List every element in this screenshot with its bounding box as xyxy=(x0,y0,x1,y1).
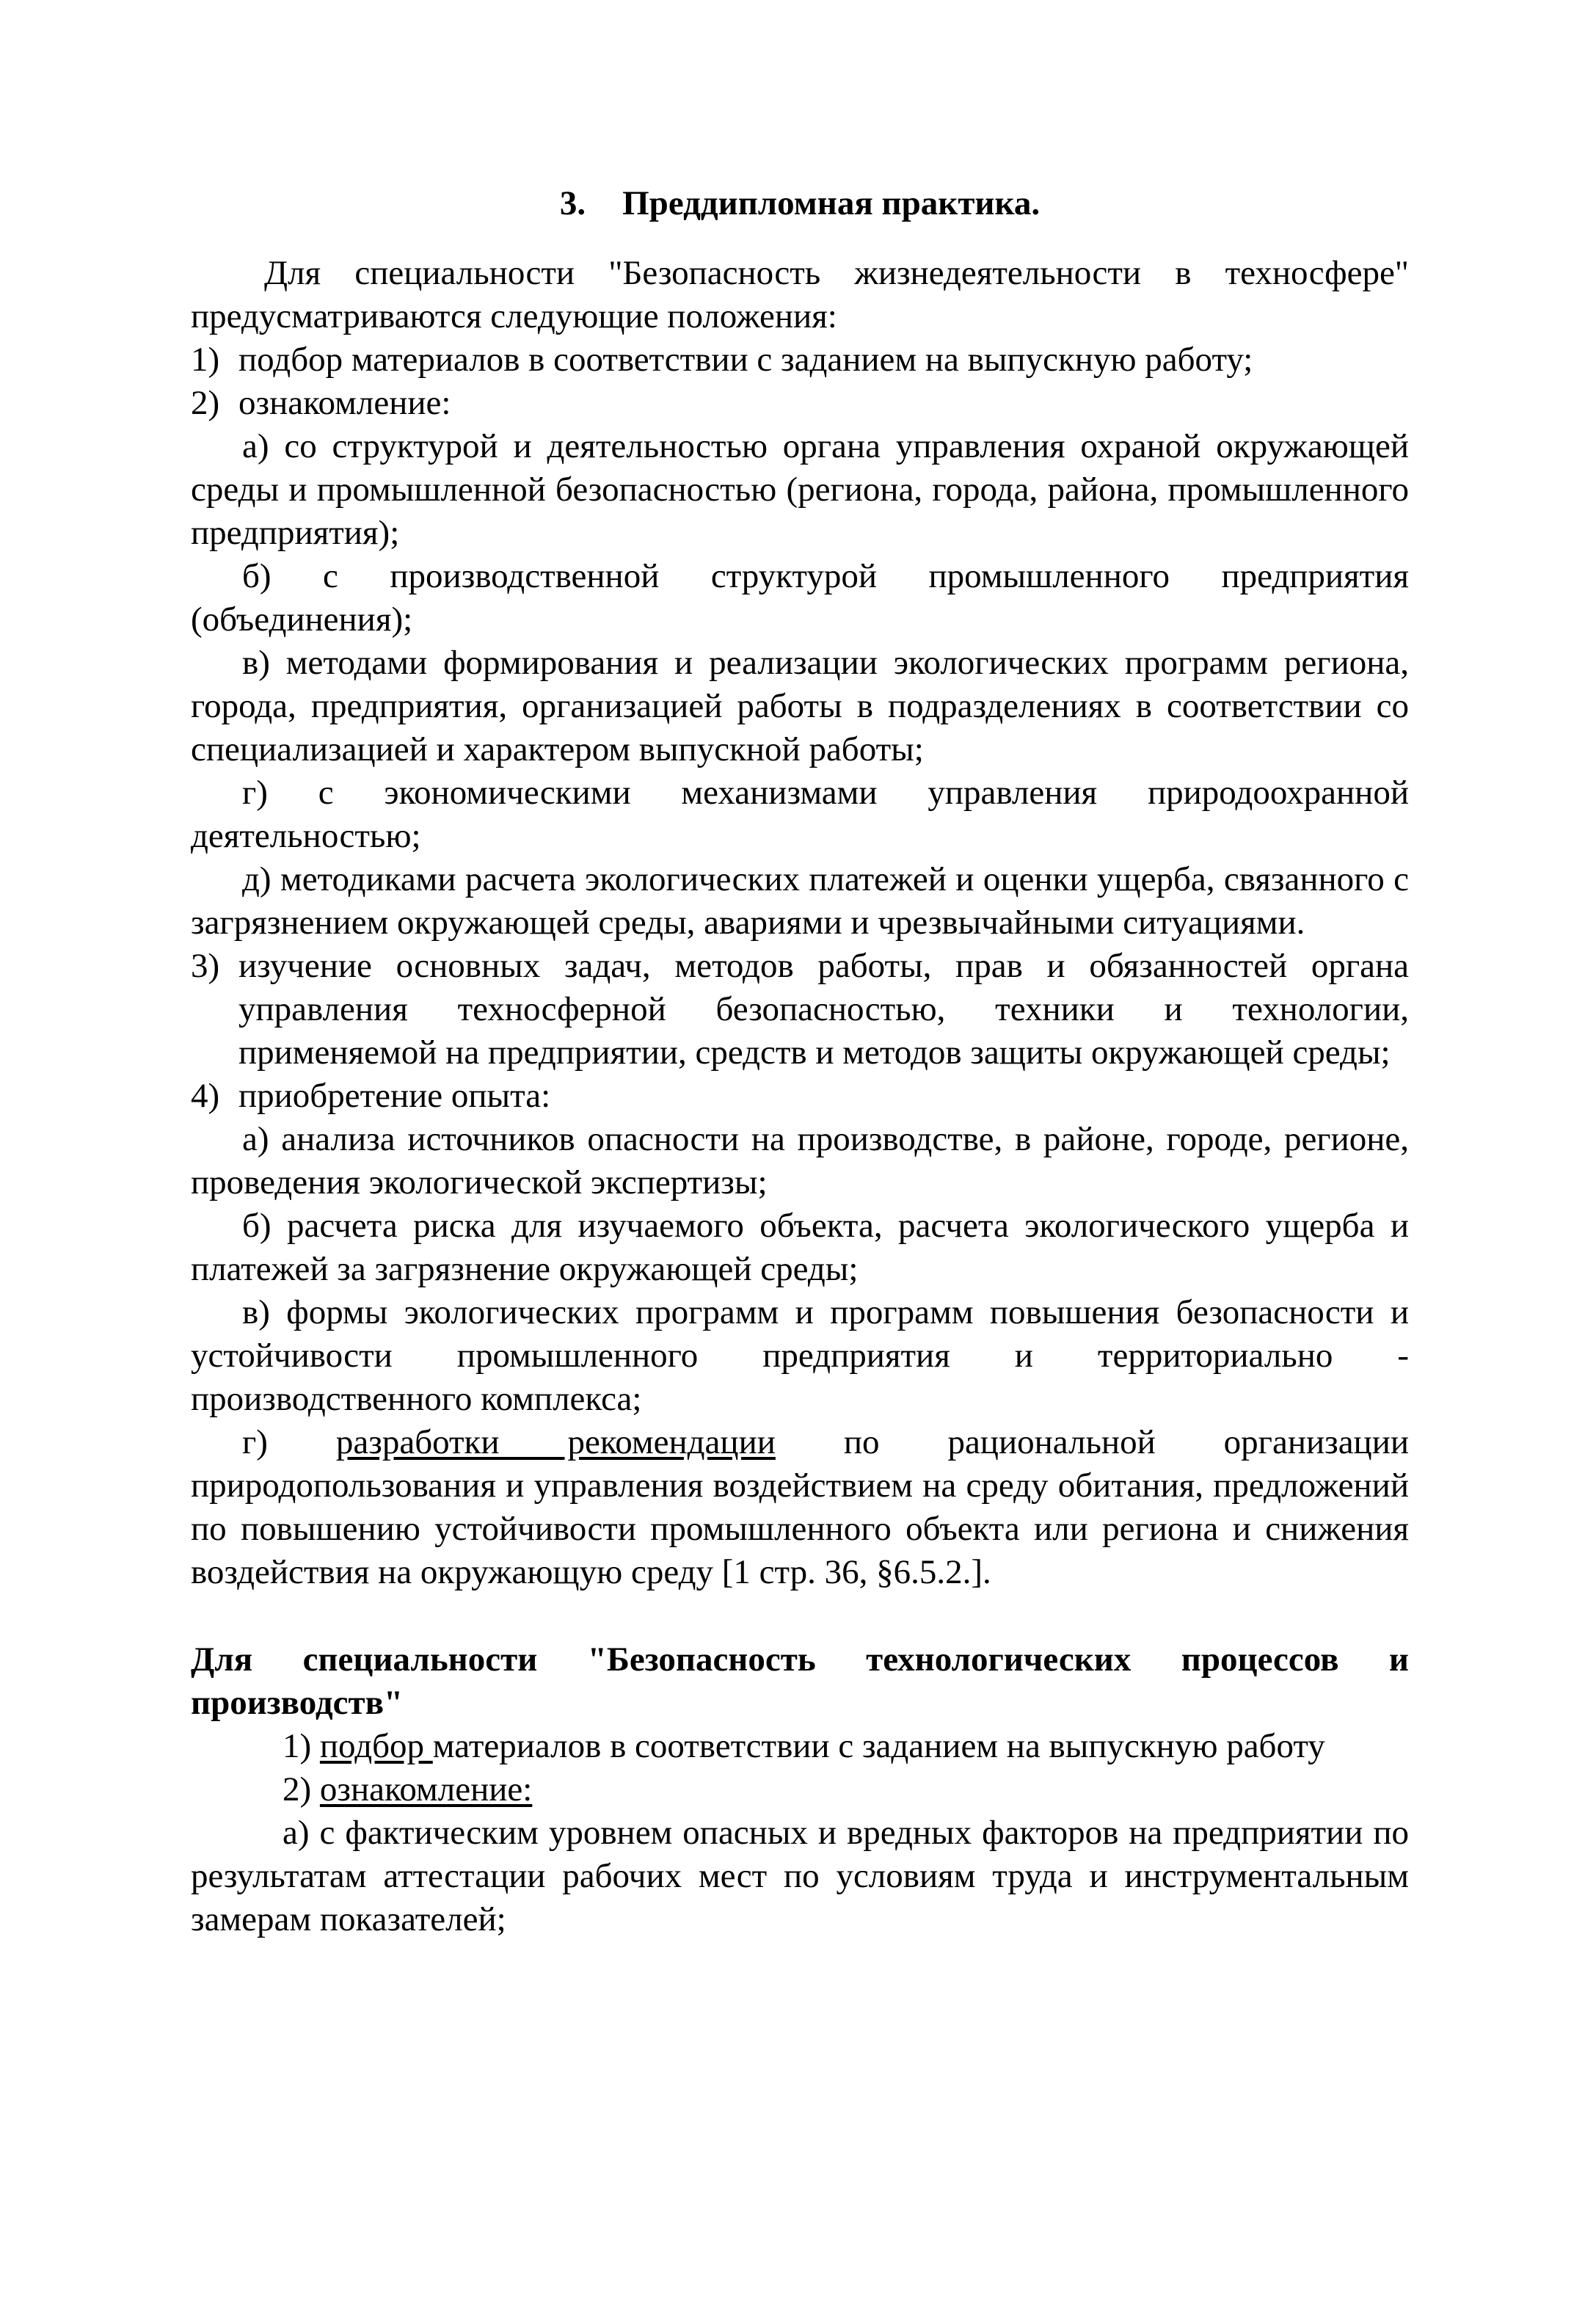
list-text: ознакомление: xyxy=(238,384,451,422)
underlined-text: разработки рекомендации xyxy=(335,1423,776,1461)
list-text: изучение основных задач, методов работы, прав и обязанностей органа управления техносферной безопасностью, техники и технологии, применяемой на предприятии, средств и методов защиты окружающей среды; xyxy=(238,947,1409,1072)
sub-item-d: д) методиками расчета экологических платежей и оценки ущерба, связанного с загрязнением окружающей среды, авариями и чрезвычайными ситуациями. xyxy=(191,860,1409,942)
section2-title: Для специальности "Безопасность технологических процессов и производств" xyxy=(191,1640,1409,1722)
list-text: материалов в соответствии с заданием на выпускную работу xyxy=(432,1727,1325,1765)
sub-item-g: г) с экономическими механизмами управления природоохранной деятельностью; xyxy=(191,774,1409,855)
list-item-1 xyxy=(191,338,1409,382)
list-item-4 xyxy=(191,1075,1409,1118)
section-heading xyxy=(191,182,1409,225)
sub-item-4v: в) формы экологических программ и программ повышения безопасности и устойчивости промышленного предприятия и территориально - производственного комплекса; xyxy=(191,1293,1409,1418)
sub-item-v: в) методами формирования и реализации экологических программ региона, города, предприятия, организацией работы в подразделениях в соответствии со специализацией и характером выпускной работы; xyxy=(191,644,1409,768)
list-number: 1) xyxy=(283,1727,312,1765)
section-number: 3. xyxy=(559,184,586,222)
sub-item-4a: а) анализа источников опасности на производстве, в районе, городе, регионе, проведения экологической экспертизы; xyxy=(191,1120,1409,1202)
sub-item-b: б) с производственной структурой промышленного предприятия (объединения); xyxy=(191,557,1409,639)
list-number: 2) xyxy=(191,384,220,422)
list-item-2 xyxy=(191,382,1409,425)
list-text: приобретение опыта: xyxy=(238,1077,551,1115)
section2-item-1 xyxy=(191,1725,1409,1768)
list-item-3 xyxy=(191,945,1409,1075)
section2-sub-a: а) с фактическим уровнем опасных и вредных факторов на предприятии по результатам аттестации рабочих мест по условиям труда и инструментальным замерам показателей; xyxy=(191,1814,1409,1938)
sub-text: по рациональной организации природопользования и управления воздействием на среду обитания, предложений по повышению устойчивости промышленного объекта или региона и снижения воздействия на окружающую среду [1 стр. 36, §6.5.2.]. xyxy=(191,1423,1410,1591)
list-number: 3) xyxy=(191,947,220,985)
sub-item-4b: б) расчета риска для изучаемого объекта, расчета экологического ущерба и платежей за загрязнение окружающей среды; xyxy=(191,1207,1409,1288)
list-number: 4) xyxy=(191,1077,220,1115)
underlined-text: ознакомление: xyxy=(319,1770,533,1808)
sub-item-4g xyxy=(191,1421,1409,1594)
section2-item-2 xyxy=(191,1768,1409,1811)
section-title: Преддипломная практика. xyxy=(622,184,1041,222)
sub-prefix: г) xyxy=(242,1423,268,1461)
list-text: подбор материалов в соответствии с заданием на выпускную работу; xyxy=(238,341,1253,379)
list-number: 2) xyxy=(283,1770,312,1808)
sub-item-a: а) со структурой и деятельностью органа управления охраной окружающей среды и промышленной безопасностью (региона, города, района, промышленного предприятия); xyxy=(191,427,1409,552)
underlined-text: подбор xyxy=(319,1727,433,1765)
intro-paragraph: Для специальности "Безопасность жизнедеятельности в техносфере" предусматриваются следующие положения: xyxy=(191,254,1409,335)
document-page xyxy=(191,182,1409,1941)
list-number: 1) xyxy=(191,341,220,379)
